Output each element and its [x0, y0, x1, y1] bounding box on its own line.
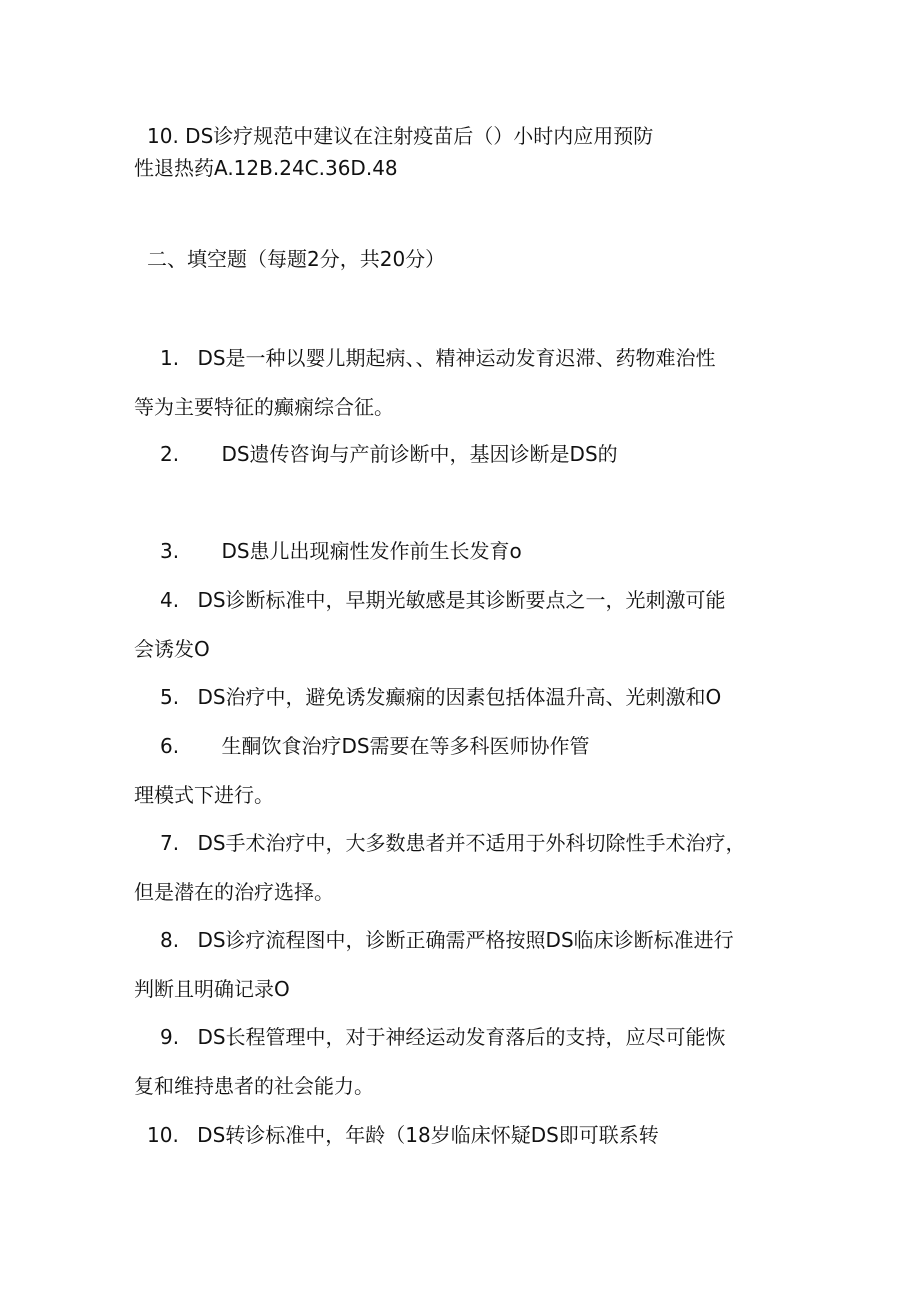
item-text: DS长程管理中，对于神经运动发育落后的支持，应尽可能恢 [197, 1025, 726, 1049]
mc-question-10-line-1: 10. DS诊疗规范中建议在注射疫苗后（）小时内应用预防 [147, 124, 654, 148]
item-text: DS是一种以婴儿期起病、、精神运动发育迟滞、药物难治性 [197, 346, 716, 370]
fill-item-1-continuation: 等为主要特征的癫痫综合征。 [134, 395, 394, 419]
item-number: 6. [160, 734, 180, 758]
item-text: DS诊疗流程图中，诊断正确需严格按照DS临床诊断标准进行 [197, 928, 734, 952]
item-text: DS遗传咨询与产前诊断中，基因诊断是DS的 [221, 442, 618, 466]
fill-item-2 [160, 441, 618, 467]
item-number: 3. [160, 539, 180, 563]
fill-item-8 [160, 927, 734, 953]
fill-item-4-continuation: 会诱发O [134, 637, 210, 661]
item-text: DS诊断标准中，早期光敏感是其诊断要点之一，光刺激可能 [197, 588, 726, 612]
fill-item-3 [160, 538, 522, 564]
item-text: 生酮饮食治疗DS需要在等多科医师协作管 [221, 734, 590, 758]
item-text: DS手术治疗中，大多数患者并不适用于外科切除性手术治疗， [197, 831, 746, 855]
item-number: 2. [160, 442, 180, 466]
fill-item-9-continuation: 复和维持患者的社会能力。 [134, 1074, 374, 1098]
mc-question-10-line-2: 性退热药A.12B.24C.36D.48 [134, 156, 398, 180]
item-number: 9. [160, 1025, 180, 1049]
fill-item-5 [160, 684, 721, 710]
item-text: DS患儿出现痫性发作前生长发育o [221, 539, 522, 563]
fill-item-1 [160, 345, 716, 371]
item-number: 7. [160, 831, 180, 855]
fill-item-7 [160, 830, 746, 856]
fill-item-7-continuation: 但是潜在的治疗选择。 [134, 880, 334, 904]
fill-item-6-continuation: 理模式下进行。 [134, 783, 274, 807]
fill-item-4 [160, 587, 726, 613]
item-text: DS治疗中，避免诱发癫痫的因素包括体温升高、光刺激和O [197, 685, 722, 709]
item-number: 10. [147, 1123, 179, 1147]
section-heading-fill-in-blank: 二、填空题（每题2分，共20分） [147, 247, 446, 271]
item-number: 1. [160, 346, 180, 370]
fill-item-8-continuation: 判断且明确记录O [134, 977, 290, 1001]
fill-item-9 [160, 1024, 726, 1050]
item-number: 4. [160, 588, 180, 612]
fill-item-10 [147, 1122, 659, 1148]
item-number: 5. [160, 685, 180, 709]
item-text: DS转诊标准中，年龄（18岁临床怀疑DS即可联系转 [197, 1123, 659, 1147]
item-number: 8. [160, 928, 180, 952]
fill-item-6 [160, 733, 590, 759]
